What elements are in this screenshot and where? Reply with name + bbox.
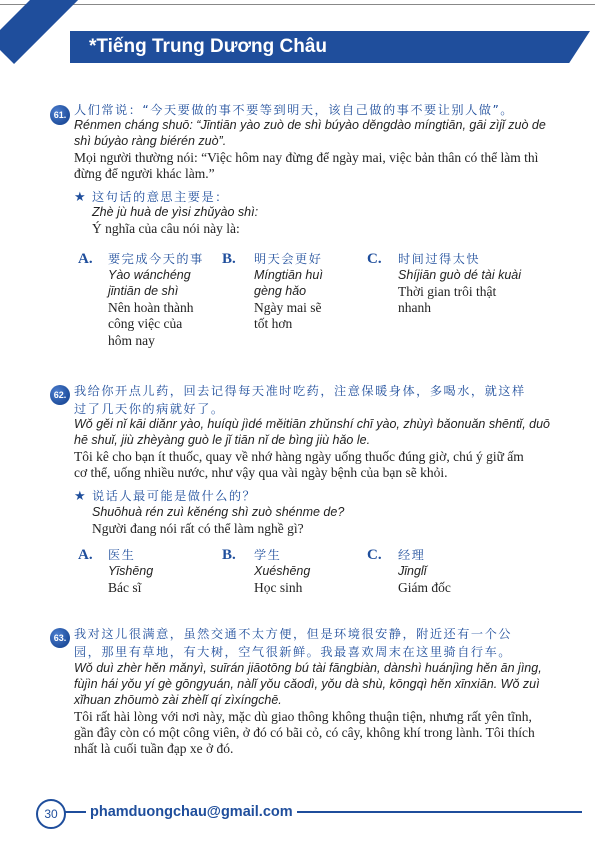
option-c-chinese: 时间过得太快 (398, 252, 481, 266)
question-61-vietnamese-2: đừng để người khác làm.” (74, 166, 215, 181)
option-b-pinyin: Xuéshēng (254, 564, 311, 578)
option-c-pinyin: Jīnglǐ (398, 564, 427, 578)
question-63-vietnamese-3: nhất là cuối tuần đạp xe ở đó. (74, 741, 234, 756)
option-a-pinyin-1: Yào wánchéng (108, 268, 191, 282)
option-c-pinyin: Shíjiān guò dé tài kuài (398, 268, 522, 282)
question-61-prompt-chinese: 这句话的意思主要是： (92, 190, 229, 204)
question-62-pinyin-2: hē shuǐ, jiù zhèyàng guò le jǐ tiān nǐ de bìng jiù hǎo le. (74, 433, 371, 447)
question-63-chinese-1: 我对这儿很满意，虽然交通不太方便，但是环境很安静，附近还有一个公 (74, 627, 512, 641)
option-a-pinyin-2: jīntiān de shì (108, 284, 179, 298)
option-b-letter[interactable]: B. (222, 251, 236, 267)
question-62-chinese-2: 过了几天你的病就好了。 (74, 402, 225, 416)
option-a-letter[interactable]: A. (78, 547, 93, 563)
question-62-pinyin-1: Wǒ gěi nǐ kāi diǎnr yào, huíqù jìdé měitiān zhǔnshí chī yào, zhùyì bǎonuǎn shēntǐ, duō (74, 417, 550, 431)
option-a-pinyin: Yīshēng (108, 564, 154, 578)
question-62-prompt-vietnamese: Người đang nói rất có thể làm nghề gì? (92, 521, 304, 536)
question-61-vietnamese-1: Mọi người thường nói: “Việc hôm nay đừng để ngày mai, việc bản thân có thể làm thì (74, 150, 539, 165)
option-c-vietnamese-2: nhanh (398, 300, 431, 315)
question-62-chinese-1: 我给你开点儿药，回去记得每天准时吃药，注意保暖身体，多喝水，就这样 (74, 384, 526, 398)
option-b-pinyin-1: Míngtiān huì (254, 268, 323, 282)
page-title: *Tiếng Trung Dương Châu (89, 36, 328, 57)
option-c-vietnamese: Giám đốc (398, 580, 451, 595)
question-61-prompt-vietnamese: Ý nghĩa của câu nói này là: (92, 221, 240, 236)
option-a-vietnamese-2: công việc của (108, 316, 183, 331)
option-b-pinyin-2: gèng hǎo (254, 284, 307, 298)
option-a-vietnamese-1: Nên hoàn thành (108, 300, 194, 315)
question-62-prompt-pinyin: Shuōhuà rén zuì kěnéng shì zuò shénme de? (92, 505, 345, 519)
option-a-vietnamese: Bác sĩ (108, 580, 142, 595)
option-b-vietnamese-1: Ngày mai sẽ (254, 300, 322, 315)
option-c-letter[interactable]: C. (367, 547, 382, 563)
option-b-vietnamese: Học sinh (254, 580, 303, 595)
question-63-pinyin-2: fùjìn hái yǒu yí gè gōngyuán, nàlǐ yǒu cǎodì, yǒu dà shù, kōngqì hěn xīnxiān. Wǒ zuì (74, 677, 540, 691)
question-63-vietnamese-2: gần đây còn có một công viên, ở đó có bãi cỏ, có cây, không khí trong lành. Tôi thích (74, 725, 535, 740)
option-b-chinese: 学生 (254, 548, 282, 562)
question-63-pinyin-3: xǐhuan zhōumò zài zhèlǐ qí zìxíngchē. (74, 693, 282, 707)
question-62-vietnamese-2: cơ thể, uống nhiều nước, như vậy qua vài ngày bệnh của bạn sẽ khỏi. (74, 465, 448, 480)
question-number-61: 61. (50, 105, 70, 125)
question-number-63: 63. (50, 628, 70, 648)
option-b-letter[interactable]: B. (222, 547, 236, 563)
question-61-prompt-pinyin: Zhè jù huà de yìsi zhǔyào shì: (92, 205, 259, 219)
star-icon: ★ (74, 189, 86, 204)
question-61-chinese: 人们常说：“今天要做的事不要等到明天，该自己做的事不要让别人做”。 (74, 103, 514, 117)
option-b-vietnamese-2: tốt hơn (254, 316, 293, 331)
question-63-pinyin-1: Wǒ duì zhèr hěn mǎnyì, suīrán jiāotōng bú tài fāngbiàn, dànshì huánjìng hěn ān jìng, (74, 661, 542, 675)
option-c-chinese: 经理 (398, 548, 426, 562)
footer-email-link[interactable]: phamduongchau@gmail.com (86, 804, 297, 820)
option-c-letter[interactable]: C. (367, 251, 382, 267)
star-icon: ★ (74, 488, 86, 503)
question-63-chinese-2: 园，那里有草地，有大树，空气很新鲜。我最喜欢周末在这里骑自行车。 (74, 645, 512, 659)
hsk-badge-text: HSK (27, 41, 66, 80)
option-a-chinese: 要完成今天的事 (108, 252, 204, 266)
option-a-vietnamese-3: hôm nay (108, 333, 155, 348)
question-62-vietnamese-1: Tôi kê cho bạn ít thuốc, quay về nhớ hàng ngày uống thuốc đúng giờ, chú ý giữ ấm (74, 449, 524, 464)
question-61-pinyin-1: Rénmen cháng shuō: “Jīntiān yào zuò de shì búyào děngdào míngtiān, gāi zìjǐ zuò de (74, 118, 546, 132)
option-c-vietnamese-1: Thời gian trôi thật (398, 284, 497, 299)
question-number-62: 62. (50, 385, 70, 405)
option-a-letter[interactable]: A. (78, 251, 93, 267)
question-63-vietnamese-1: Tôi rất hài lòng với nơi này, mặc dù giao thông không thuận tiện, nhưng rất yên tĩnh, (74, 709, 532, 724)
page-number: 30 (36, 799, 66, 829)
question-61-pinyin-2: shì búyào ràng biérén zuò”. (74, 134, 227, 148)
option-a-chinese: 医生 (108, 548, 136, 562)
option-b-chinese: 明天会更好 (254, 252, 323, 266)
question-62-prompt-chinese: 说话人最可能是做什么的？ (92, 489, 257, 503)
